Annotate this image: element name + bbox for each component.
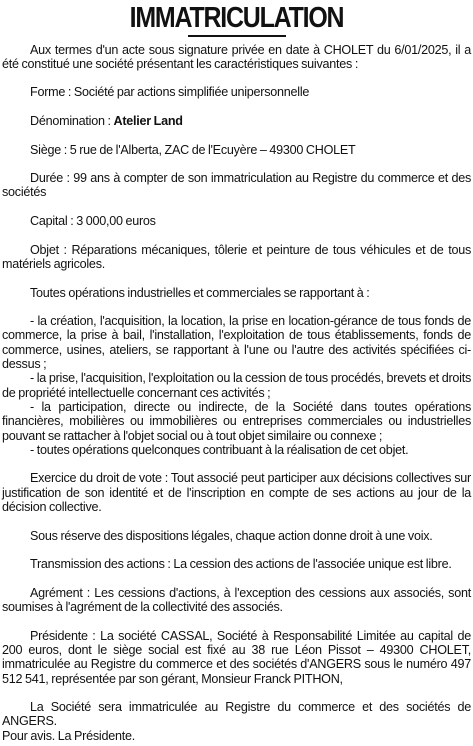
forme-paragraph: Forme : Société par actions simplifiée unipersonnelle <box>30 85 310 100</box>
denomination-paragraph <box>2 114 471 128</box>
notice-body <box>2 43 471 744</box>
objet-paragraph: Objet : Réparations mécaniques, tôlerie et peinture de tous véhicules et de tous matériels agricoles. <box>2 242 471 271</box>
duree-paragraph: Durée : 99 ans à compter de son immatriculation au Registre du commerce et des sociétés <box>2 171 471 200</box>
title-underline <box>188 35 286 37</box>
intro-paragraph: Aux termes d'un acte sous signature privée en date à CHOLET du 6/01/2025, il a été constitué une société présentant les caractéristiques suivantes : <box>2 42 471 71</box>
closing-line: La Société sera immatriculée au Registre du commerce et des sociétés de ANGERS. <box>2 700 471 729</box>
reserve-paragraph: Sous réserve des dispositions légales, chaque action donne droit à une voix. <box>30 528 433 543</box>
operations-paragraph: Toutes opérations industrielles et commerciales se rapportant à : <box>30 285 370 300</box>
agrement-paragraph: Agrément : Les cessions d'actions, à l'exception des cessions aux associés, sont soumises à l'agrément de la collectivité des associés. <box>2 585 471 615</box>
transmission-paragraph: Transmission des actions : La cession des actions de l'associée unique est libre. <box>30 557 452 572</box>
presidente-paragraph: Présidente : La société CASSAL, Société à Responsabilité Limitée au capital de 200 euros, dont le siège social est fixé au 38 rue Léon Pissot – 49300 CHOLET, immatriculée au Registre du commerce et des sociétés d'ANGERS sous le numéro 497 512 541, représentée par son gérant, Monsieur Franck PITHON, <box>2 628 471 686</box>
signature-line: Pour avis. La Présidente. <box>2 728 135 743</box>
notice-title: IMMATRICULATION <box>129 2 344 34</box>
activity-item-2: - la prise, l'acquisition, l'exploitation ou la cession de tous procédés, brevets et droits de propriété intellectuelle concernant ces activités ; <box>2 371 471 400</box>
siege-paragraph: Siège : 5 rue de l'Alberta, ZAC de l'Ecuyère – 49300 CHOLET <box>30 142 356 157</box>
activity-item-3: - la participation, directe ou indirecte, de la Société dans toutes opérations financières, mobilières ou immobilières ou entreprises commerciales ou industrielles pouvant se rattacher à l'objet social ou à tout objet similaire ou connexe ; <box>2 399 471 443</box>
denomination-label: Dénomination : <box>30 113 114 128</box>
activity-item-1: - la création, l'acquisition, la location, la prise en location-gérance de tous fonds de commerce, la prise à bail, l'installation, l'exploitation de tous établissements, fonds de commerce, usines, ateliers, se rapportant à l'une ou l'autre des activités spécifiées ci-dessus ; <box>2 314 471 372</box>
denomination-value: Atelier Land <box>113 113 183 128</box>
vote-paragraph: Exercice du droit de vote : Tout associé peut participer aux décisions collectives sur justification de son identité et de l'inscription en compte de ses actions au jour de la décision collective. <box>2 471 471 514</box>
capital-paragraph: Capital : 3 000,00 euros <box>30 214 156 229</box>
activity-item-4: - toutes opérations quelconques contribuant à la réalisation de cet objet. <box>30 442 409 457</box>
